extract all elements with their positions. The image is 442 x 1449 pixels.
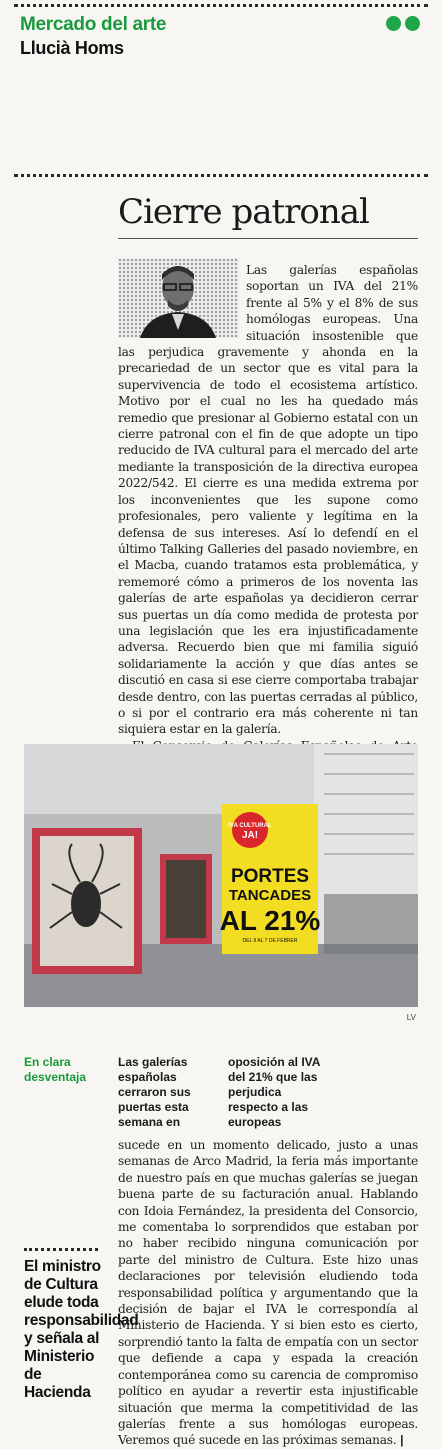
poster-badge-bottom: JA! [241, 830, 259, 841]
paragraph [118, 1137, 418, 1449]
article-body-bottom [118, 1137, 418, 1449]
poster-line2: TANCADES [228, 887, 312, 904]
gallery-photo [24, 744, 418, 1007]
pull-quote: El ministro de Cultura elude toda responsabilidad y señala al Ministerio de Hacienda [24, 1258, 139, 1401]
pull-quote-divider [24, 1248, 98, 1251]
caption-label: En clara desventaja [24, 1055, 87, 1084]
caption-text-1: Las galerías españolas cerraron sus puertas esta semana en [118, 1055, 191, 1129]
end-mark: | [400, 1433, 404, 1448]
poster-line1: PORTES [230, 866, 310, 887]
caption-text-2: oposición al IVA del 21% que las perjudica respecto a las europeas [228, 1055, 321, 1129]
headline-underline [118, 238, 418, 239]
paragraph-text: sucede en un momento delicado, justo a unas semanas de Arco Madrid, la feria más importante de nuestro país en que muchas galerías se juegan buena parte de su facturación anual. Hablando con Idoia Fernández, la presidenta del Consorcio, me comentaba lo sorprendidos que estaban por no haber recibido ninguna comunicación por parte del ministro de Cultura. Este hizo unas declaraciones por televisión eludiendo toda responsabilidad política y argumentando que la decisión de bajar el IVA le correspondía al Ministerio de Hacienda. Y si bien esto es cierto, sorprendió tanto la falta de empatía con un sector que defiende a capa y espada la creación contemporánea como su carencia de compromiso político en ayudar a revertir esta injustificable situación que merma la competitividad de las galerías frente a sus homólogas europeas. Veremos qué sucede en las próximas semanas. [118, 1138, 418, 1448]
poster-badge-top: IVA CULTURAL [228, 823, 272, 829]
poster-small-text: DEL 9 AL 7 DE FEBRER [242, 938, 298, 944]
photo-credit: LV [406, 1013, 416, 1022]
poster-line3: AL 21% [219, 905, 321, 936]
dot-icon [386, 16, 401, 31]
author-name: Llucià Homs [20, 38, 124, 58]
section-label: Mercado del arte [20, 14, 167, 35]
author-portrait [118, 258, 239, 338]
headline-divider [14, 174, 428, 177]
article-headline: Cierre patronal [118, 192, 369, 232]
paragraph: Las galerías españolas soportan un IVA del 21% frente al 5% y el 8% de sus homólogas europeas. Una situación insostenible que las perjudica gravemente y ahonda en la precariedad de un sector que es vital para la supervivencia de todo el ecosistema artístico. Motivo por el cual no les ha quedado más remedio que presionar al Gobierno estatal con un cierre patronal con el fin de que adopte un tipo reducido de IVA cultural para el mercado del arte mediante la transposición de la directiva europea 2022/542. El cierre es una medida extrema por los inconvenientes que les supone como profesionales, pero valiente y legítima en la defensa de sus intereses. Así lo defendí en el último Talking Galleries del pasado noviembre, en el Macba, cuando tratamos esta problemática, y rememoré cómo a primeros de los noventa las galerías de arte españolas ya decidieron cerrar sus puertas un día como medida de protesta por una legislación que les era injustificadamente adversa. Recuerdo bien que mi familia siguió solidariamente la acción y que días antes se discutió en casa si ese cierre comportaba trabajar desde dentro, con las puertas cerradas al público, o si por el contrario era más coherente ni tan siquiera estar en la galería. [118, 263, 418, 737]
section-dots-icon [386, 16, 420, 31]
dot-icon [405, 16, 420, 31]
top-divider [14, 4, 428, 7]
